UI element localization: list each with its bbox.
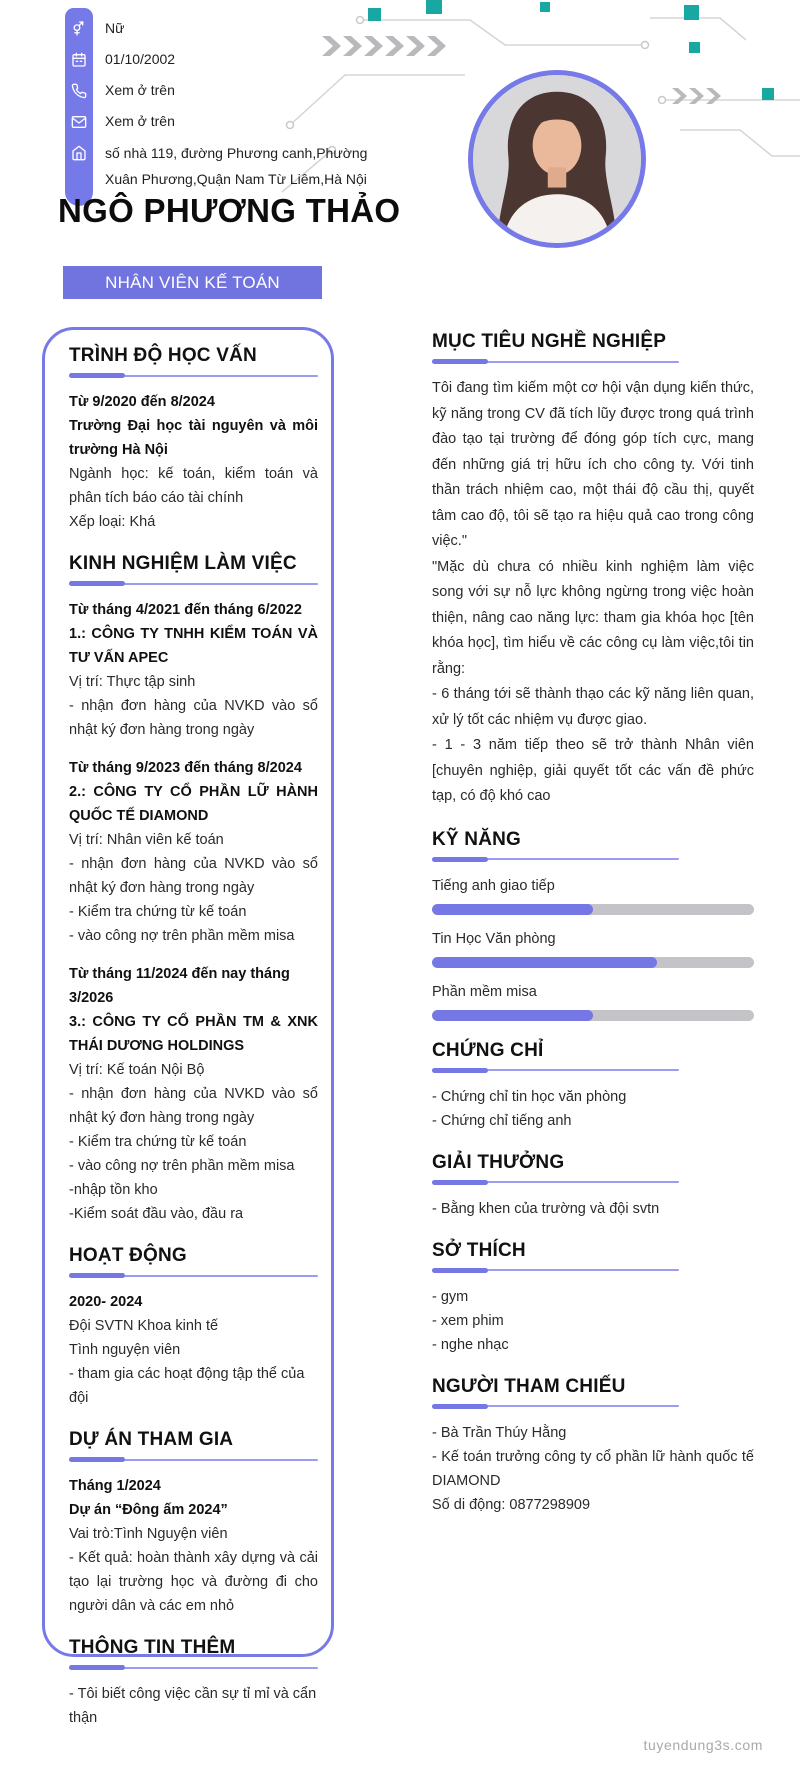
job-detail: - vào công nợ trên phần mềm misa [69,928,295,944]
hobbies-list [432,1285,754,1357]
section-skills [432,828,754,1021]
certificates-list [432,1085,754,1133]
education-grade: Xếp loại: Khá [69,514,156,530]
reference-role: - Kế toán trưởng công ty cổ phần lữ hành quốc tế DIAMOND [432,1448,754,1489]
section-references [432,1375,754,1517]
job-detail: -Kiểm soát đầu vào, đầu ra [69,1206,244,1222]
objective-text [432,376,754,810]
certificate-item: - Chứng chỉ tiếng anh [432,1112,572,1129]
section-objective [432,330,754,810]
contact-info [105,14,383,192]
section-projects [69,1428,318,1618]
activity-entry [69,1290,318,1410]
section-underline [432,1180,679,1185]
reference-name: - Bà Trần Thúy Hằng [432,1424,567,1441]
candidate-name: NGÔ PHƯƠNG THẢO [58,192,401,229]
hobby-item: - xem phim [432,1312,504,1329]
job-detail: - vào công nợ trên phần mềm misa [69,1158,295,1174]
section-activities [69,1244,318,1410]
job-company: 3.: CÔNG TY CỔ PHẦN TM & XNK THÁI DƯƠNG HOLDINGS [69,1014,318,1054]
activity-period: 2020- 2024 [69,1294,143,1310]
job-detail: - nhận đơn hàng của NVKD vào sổ nhật ký đơn hàng trong ngày [69,856,318,896]
job-title-badge: NHÂN VIÊN KẾ TOÁN [63,266,322,299]
project-period: Tháng 1/2024 [69,1478,161,1494]
job-detail: - Kiểm tra chứng từ kế toán [69,1134,247,1150]
section-title-education: TRÌNH ĐỘ HỌC VẤN [69,345,257,366]
section-underline [69,581,318,586]
education-major: Ngành học: kế toán, kiểm toán và phân tích báo cáo tài chính [69,466,318,506]
section-underline [69,1665,318,1670]
section-title-certificates: CHỨNG CHỈ [432,1039,544,1061]
skill-bar-track [432,957,754,968]
job-entry [69,598,318,742]
phone-icon [71,83,87,99]
section-title-more-info: THÔNG TIN THÊM [69,1637,236,1658]
skill-item [432,875,754,915]
watermark: tuyendung3s.com [643,1737,763,1753]
job-period: Từ tháng 4/2021 đến tháng 6/2022 [69,602,302,618]
section-underline [69,373,318,378]
skill-bar-track [432,1010,754,1021]
email-icon [71,114,87,130]
education-entry [69,390,318,534]
section-underline [432,1268,679,1273]
contact-icons [71,21,87,161]
section-title-references: NGƯỜI THAM CHIẾU [432,1375,626,1397]
project-detail: - Kết quả: hoàn thành xây dựng và cải tạo lại trường học và đường đi cho người dân và các em nhỏ [69,1550,318,1614]
skill-item [432,981,754,1021]
section-education [69,344,318,534]
hobby-item: - gym [432,1288,469,1305]
section-title-activities: HOẠT ĐỘNG [69,1245,187,1266]
job-company: 2.: CÔNG TY CỔ PHẦN LỮ HÀNH QUỐC TẾ DIAMOND [69,784,318,824]
hobby-item: - nghe nhạc [432,1336,509,1353]
section-title-skills: KỸ NĂNG [432,828,522,850]
job-detail: -nhập tồn kho [69,1182,158,1198]
skill-bar-fill [432,904,593,915]
skill-label: Phần mềm misa [432,983,537,1000]
objective-paragraph: "Mặc dù chưa có nhiều kinh nghiệm làm việc song với sự nỗ lực không ngừng trong việc hoàn thiện, nâng cao năng lực: tham gia khóa học [tên khóa học], tìm hiểu về các công cụ làm việc,tôi tin rằng: [432,558,754,677]
section-title-experience: KINH NGHIỆM LÀM VIỆC [69,553,297,574]
education-school: Trường Đại học tài nguyên và môi trường Hà Nội [69,418,318,458]
section-awards [432,1151,754,1221]
contact-birthdate: 01/10/2002 [105,51,176,67]
reference-phone: Số di động: 0877298909 [432,1496,591,1513]
section-title-awards: GIẢI THƯỞNG [432,1151,565,1173]
section-underline [432,359,679,364]
project-name: Dự án “Đông ấm 2024” [69,1502,228,1518]
calendar-icon [71,52,87,68]
profile-photo-image [473,75,641,243]
job-detail: - nhận đơn hàng của NVKD vào sổ nhật ký đơn hàng trong ngày [69,1086,318,1126]
home-icon [71,145,87,161]
section-underline [69,1457,318,1462]
section-experience [69,552,318,1226]
job-entry [69,756,318,948]
section-underline [432,1404,679,1409]
job-detail: Vị trí: Kế toán Nội Bộ [69,1062,205,1078]
contact-address: số nhà 119, đường Phương canh,Phường Xuân Phương,Quận Nam Từ Liêm,Hà Nội [105,145,368,187]
left-column [42,327,334,1726]
project-entry [69,1474,318,1618]
objective-paragraph: - 6 tháng tới sẽ thành thạo các kỹ năng liên quan, xử lý tốt các nhiệm vụ được giao. [432,686,754,728]
gender-icon [71,21,87,37]
activity-detail: Tình nguyện viên [69,1342,181,1358]
contact-email: Xem ở trên [105,113,175,129]
references-list [432,1421,754,1517]
more-info-detail: - Tôi biết công việc cần sự tỉ mỉ và cẩn thận [69,1686,317,1726]
more-info-entry [69,1682,318,1730]
job-period: Từ tháng 11/2024 đến nay tháng 3/2026 [69,966,290,1006]
job-company: 1.: CÔNG TY TNHH KIỂM TOÁN VÀ TƯ VẤN APEC [69,626,318,666]
section-title-objective: MỤC TIÊU NGHỀ NGHIỆP [432,331,667,352]
project-detail: Vai trò:Tình Nguyện viên [69,1526,228,1542]
skill-bar-track [432,904,754,915]
job-period: Từ tháng 9/2023 đến tháng 8/2024 [69,760,302,776]
section-certificates [432,1039,754,1133]
section-title-projects: DỰ ÁN THAM GIA [69,1429,234,1450]
skill-bar-fill [432,957,657,968]
award-item: - Bằng khen của trường và đội svtn [432,1200,660,1217]
skill-label: Tin Học Văn phòng [432,930,556,947]
section-hobbies [432,1239,754,1357]
job-detail: - nhận đơn hàng của NVKD vào sổ nhật ký đơn hàng trong ngày [69,698,318,738]
right-column [432,330,754,1517]
profile-photo [468,70,646,248]
job-entry [69,962,318,1226]
certificate-item: - Chứng chỉ tin học văn phòng [432,1088,627,1105]
skill-item [432,928,754,968]
job-detail: - Kiểm tra chứng từ kế toán [69,904,247,920]
section-underline [69,1273,318,1278]
education-period: Từ 9/2020 đến 8/2024 [69,394,215,410]
section-underline [432,857,679,862]
skill-bar-fill [432,1010,593,1021]
contact-phone: Xem ở trên [105,82,175,98]
contact-gender: Nữ [105,20,125,36]
section-underline [432,1068,679,1073]
skill-label: Tiếng anh giao tiếp [432,877,555,894]
job-detail: Vị trí: Thực tập sinh [69,674,196,690]
job-detail: Vị trí: Nhân viên kế toán [69,832,224,848]
section-more-info [69,1636,318,1730]
activity-detail: - tham gia các hoạt động tập thể của đội [69,1366,305,1406]
activity-detail: Đội SVTN Khoa kinh tế [69,1318,219,1334]
section-title-hobbies: SỞ THÍCH [432,1239,526,1261]
objective-paragraph: Tôi đang tìm kiếm một cơ hội vận dụng kiến thức, kỹ năng trong CV đã tích lũy được trong quá trình đào tạo tại trường để đóng góp tích cực, mang đến những giá trị hữu ích cho công ty. Với tinh thần trách nhiệm cao, một thái độ cầu thị, quyết tâm cao độ, tôi sẽ tạo ra hiệu quả cao trong công việc." [432,380,754,549]
objective-paragraph: - 1 - 3 năm tiếp theo sẽ trở thành Nhân viên [chuyên nghiệp, giải quyết tốt các vấn đề phức tạp, có độ khó cao [432,737,754,804]
awards-list [432,1197,754,1221]
